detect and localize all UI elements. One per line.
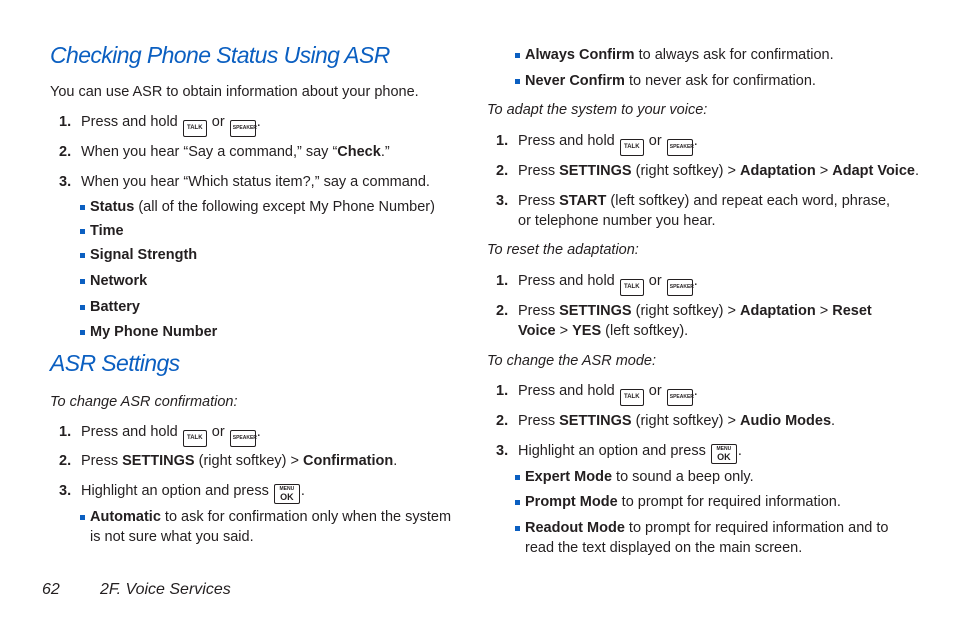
step-end: . bbox=[256, 114, 261, 130]
bullet-icon bbox=[80, 330, 85, 335]
menu-confirmation: Confirmation bbox=[303, 453, 394, 469]
step-text: Press bbox=[81, 453, 123, 469]
asr-settings-title: ASR Settings bbox=[50, 350, 180, 376]
bullet-rest: to prompt for required information. bbox=[617, 494, 841, 510]
or-text: or bbox=[648, 133, 662, 149]
mode-subheading: To change the ASR mode: bbox=[487, 353, 657, 369]
bullet-icon bbox=[80, 305, 85, 310]
section-title: 2F. Voice Services bbox=[100, 581, 231, 598]
step-end: . bbox=[693, 273, 698, 289]
or-text: or bbox=[211, 424, 225, 440]
intro-text: You can use ASR to obtain information about your phone. bbox=[50, 84, 419, 100]
step-separator: > bbox=[815, 163, 833, 179]
or-text: or bbox=[211, 114, 225, 130]
step-number: 1. bbox=[59, 424, 72, 440]
reset-subheading: To reset the adaptation: bbox=[487, 242, 639, 258]
step-number: 3. bbox=[496, 193, 509, 209]
or-text: or bbox=[648, 273, 662, 289]
speaker-key-icon: SPEAKER bbox=[667, 139, 693, 156]
bullet-bold: Network bbox=[90, 273, 148, 289]
bullet-icon bbox=[80, 205, 85, 210]
settings-softkey: SETTINGS bbox=[559, 413, 632, 429]
speaker-key-icon: SPEAKER bbox=[230, 120, 256, 137]
talk-key-icon: TALK bbox=[620, 389, 644, 406]
asr-confirmation-subheading: To change ASR confirmation: bbox=[50, 394, 238, 410]
bullet-rest: (all of the following except My Phone Number) bbox=[134, 199, 435, 215]
speaker-key-icon: SPEAKER bbox=[667, 279, 693, 296]
menu-adaptation: Adaptation bbox=[740, 163, 816, 179]
bullet-bold: Status bbox=[90, 199, 135, 215]
step-number: 1. bbox=[59, 114, 72, 130]
or-text: or bbox=[648, 383, 662, 399]
ok-key-label: OK bbox=[717, 452, 731, 462]
step-text-mid: (right softkey) > bbox=[631, 303, 740, 319]
bullet-icon bbox=[515, 79, 520, 84]
bullet-bold: Automatic bbox=[90, 509, 161, 525]
talk-key-icon: TALK bbox=[620, 139, 644, 156]
step-number: 3. bbox=[59, 483, 72, 499]
bullet-bold: Readout Mode bbox=[525, 520, 625, 536]
bullet-icon bbox=[80, 279, 85, 284]
menu-key-label: MENU bbox=[716, 446, 732, 452]
step-end: . bbox=[914, 163, 919, 179]
step-end: . bbox=[693, 383, 698, 399]
bullet-icon bbox=[515, 500, 520, 505]
talk-key-icon: TALK bbox=[183, 430, 207, 447]
menu-reset-voice: Reset Voice bbox=[518, 303, 872, 339]
bullet-icon bbox=[515, 53, 520, 58]
bullet-icon bbox=[80, 515, 85, 520]
bullet-bold: Always Confirm bbox=[525, 47, 635, 63]
settings-softkey: SETTINGS bbox=[559, 163, 632, 179]
bullet-rest: to always ask for confirmation. bbox=[634, 47, 834, 63]
step-number: 2. bbox=[496, 303, 509, 319]
bullet-icon bbox=[80, 229, 85, 234]
menu-adapt-voice: Adapt Voice bbox=[832, 163, 915, 179]
yes-softkey: YES bbox=[572, 323, 602, 339]
step-number: 2. bbox=[59, 144, 72, 160]
step-number: 1. bbox=[496, 383, 509, 399]
step-text: Press and hold bbox=[81, 114, 178, 130]
step-number: 3. bbox=[59, 174, 72, 190]
bullet-rest: to never ask for confirmation. bbox=[624, 73, 816, 89]
step-number: 2. bbox=[496, 413, 509, 429]
step-end: . bbox=[256, 424, 261, 440]
step-text-rest: (left softkey) and repeat each word, phrase, or telephone number you hear. bbox=[518, 193, 891, 229]
menu-audio-modes: Audio Modes bbox=[740, 413, 832, 429]
step-text: Press and hold bbox=[81, 424, 178, 440]
step-end: . bbox=[737, 443, 742, 459]
step-text-rest: (left softkey). bbox=[601, 323, 689, 339]
menu-key-label: MENU bbox=[279, 486, 295, 492]
step-end: . bbox=[300, 483, 305, 499]
bullet-rest: to prompt for required information and to read the text displayed on the main screen. bbox=[525, 520, 889, 556]
menu-ok-key-icon bbox=[274, 484, 300, 504]
bullet-icon bbox=[515, 526, 520, 531]
bullet-bold: Battery bbox=[90, 299, 140, 315]
command-check: Check bbox=[337, 144, 381, 160]
speaker-key-icon: SPEAKER bbox=[230, 430, 256, 447]
bullet-bold: Never Confirm bbox=[525, 73, 625, 89]
step-number: 1. bbox=[496, 133, 509, 149]
step-text: Highlight an option and press bbox=[81, 483, 269, 499]
step-text: Press bbox=[518, 413, 560, 429]
step-separator: > bbox=[815, 303, 833, 319]
settings-softkey: SETTINGS bbox=[559, 303, 632, 319]
step-text: When you hear “Say a command,” say “ bbox=[81, 144, 338, 160]
step-number: 1. bbox=[496, 273, 509, 289]
ok-key-label: OK bbox=[280, 492, 294, 502]
step-text: Press and hold bbox=[518, 273, 615, 289]
step-text: When you hear “Which status item?,” say a command. bbox=[81, 174, 430, 190]
step-text: Press and hold bbox=[518, 133, 615, 149]
talk-key-icon: TALK bbox=[183, 120, 207, 137]
step-end: .” bbox=[380, 144, 390, 160]
settings-softkey: SETTINGS bbox=[122, 453, 195, 469]
step-number: 2. bbox=[59, 453, 72, 469]
bullet-rest: to sound a beep only. bbox=[612, 469, 754, 485]
bullet-icon bbox=[80, 253, 85, 258]
step-text: Press bbox=[518, 303, 560, 319]
step-text: Press bbox=[518, 163, 560, 179]
step-text: Press and hold bbox=[518, 383, 615, 399]
menu-adaptation: Adaptation bbox=[740, 303, 816, 319]
adapt-subheading: To adapt the system to your voice: bbox=[487, 102, 708, 118]
step-text-mid: (right softkey) > bbox=[631, 163, 740, 179]
step-text: Highlight an option and press bbox=[518, 443, 706, 459]
bullet-bold: My Phone Number bbox=[90, 324, 218, 340]
bullet-rest: to ask for confirmation only when the system is not sure what you said. bbox=[90, 509, 452, 545]
page-number: 62 bbox=[42, 581, 60, 598]
talk-key-icon: TALK bbox=[620, 279, 644, 296]
menu-ok-key-icon bbox=[711, 444, 737, 464]
page-title: Checking Phone Status Using ASR bbox=[50, 42, 390, 68]
bullet-bold: Time bbox=[90, 223, 124, 239]
step-text-mid: (right softkey) > bbox=[194, 453, 303, 469]
step-end: . bbox=[693, 133, 698, 149]
step-separator: > bbox=[555, 323, 573, 339]
bullet-icon bbox=[515, 475, 520, 480]
step-text: Press bbox=[518, 193, 560, 209]
speaker-key-icon: SPEAKER bbox=[667, 389, 693, 406]
bullet-bold: Signal Strength bbox=[90, 247, 198, 263]
step-number: 3. bbox=[496, 443, 509, 459]
step-end: . bbox=[393, 453, 398, 469]
bullet-bold: Prompt Mode bbox=[525, 494, 618, 510]
step-text-mid: (right softkey) > bbox=[631, 413, 740, 429]
step-end: . bbox=[831, 413, 836, 429]
step-number: 2. bbox=[496, 163, 509, 179]
bullet-bold: Expert Mode bbox=[525, 469, 613, 485]
start-softkey: START bbox=[559, 193, 607, 209]
